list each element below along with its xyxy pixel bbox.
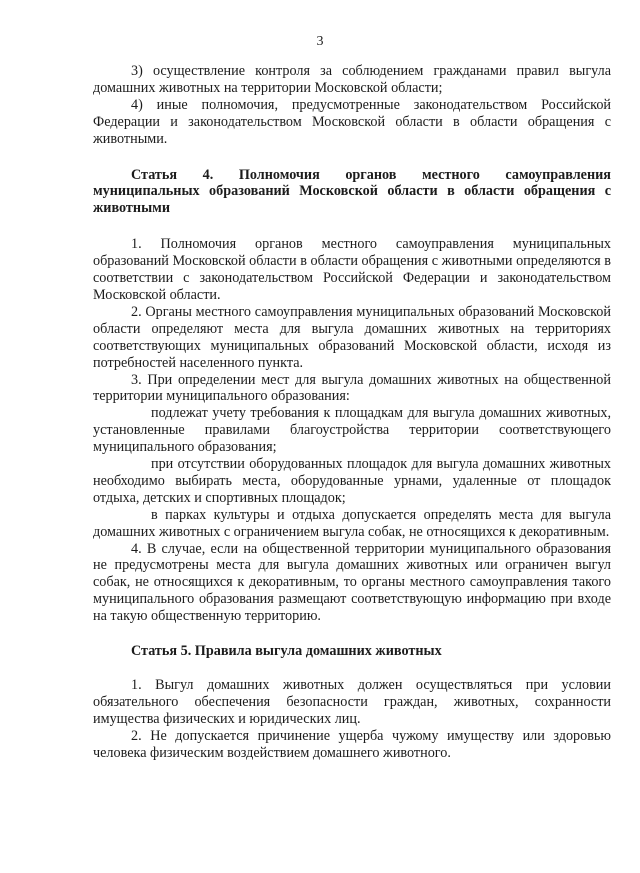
article-5-heading: Статья 5. Правила выгула домашних животных xyxy=(131,643,442,660)
page-number: 3 xyxy=(316,34,324,49)
article-4-paragraph-3: 3. При определении мест для выгула домашних животных на общественной территории муниципального образования: xyxy=(93,371,611,405)
document-body xyxy=(93,63,611,762)
article-4-sub-item-3: в парках культуры и отдыха допускается определять места для выгула домашних животных с ограничением выгула собак, не относящихся к декоративным. xyxy=(93,506,611,540)
article-4-heading: Статья 4. Полномочия органов местного самоуправления муниципальных образований Московской области в области обращения с животными xyxy=(93,166,611,217)
paragraph-item-3: 3) осуществление контроля за соблюдением гражданами правил выгула домашних животных на территории Московской области; xyxy=(93,63,611,96)
article-4-sub-item-1: подлежат учету требования к площадкам для выгула домашних животных, установленные правилами благоустройства территории соответствующего муниципального образования; xyxy=(93,405,611,456)
article-4-sub-item-2: при отсутствии оборудованных площадок для выгула домашних животных необходимо выбирать места, оборудованные урнами, удаленные от площадок отдыха, детских и спортивных площадок; xyxy=(93,456,611,506)
article-5-paragraph-2: 2. Не допускается причинение ущерба чужому имуществу или здоровью человека физическим воздействием домашнего животного. xyxy=(93,727,611,761)
article-4-paragraph-4: 4. В случае, если на общественной территории муниципального образования не предусмотрены места для выгула домашних животных или ограничен выгул собак, не относящихся к декоративным, то органы местного самоуправления такого муниципального образования размещают соответствующую информацию при входе на такую общественную территорию. xyxy=(93,540,611,625)
article-4-paragraph-1: 1. Полномочия органов местного самоуправления муниципальных образований Московской области в области обращения с животными определяются в соответствии с законодательством Российской Федерации и законодательством Московской области. xyxy=(93,236,611,303)
paragraph-item-4: 4) иные полномочия, предусмотренные законодательством Российской Федерации и законодательством Московской области в области обращения с животными. xyxy=(93,96,611,147)
article-5-paragraph-1: 1. Выгул домашних животных должен осуществляться при условии обязательного обеспечения безопасности граждан, животных, сохранности имущества физических и юридических лиц. xyxy=(93,677,611,727)
article-4-paragraph-2: 2. Органы местного самоуправления муниципальных образований Московской области определяют места для выгула домашних животных на территориях соответствующих муниципальных образований Московской области, исходя из потребностей населенного пункта. xyxy=(93,303,611,371)
